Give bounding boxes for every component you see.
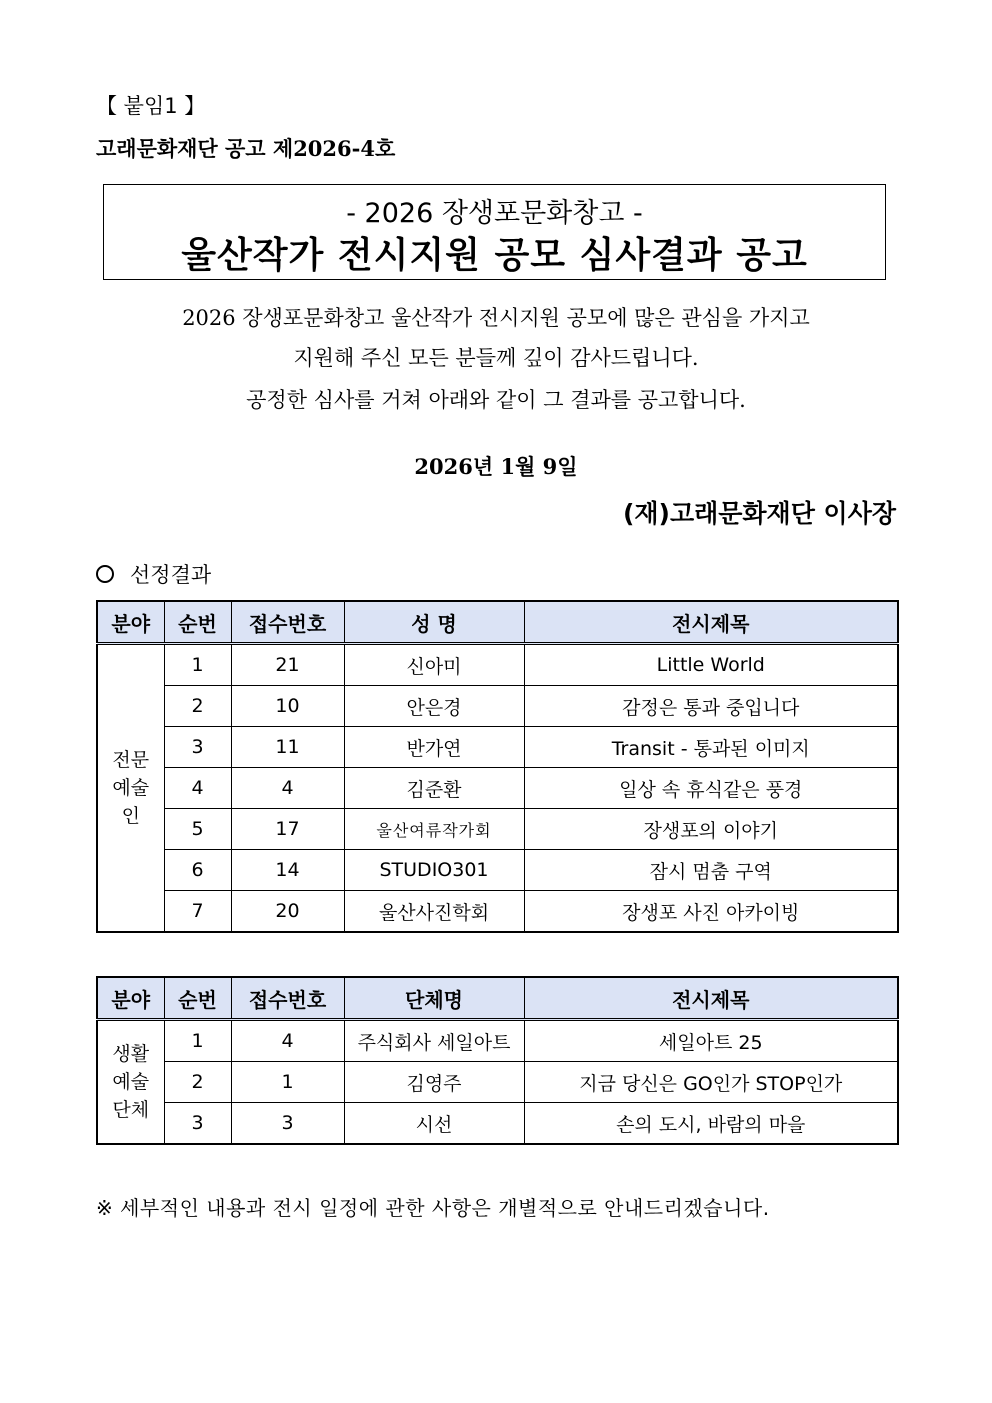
title-cell: Transit - 통과된 이미지 [524,727,898,768]
header-order: 순번 [164,601,231,644]
table-header-row [97,977,898,1020]
title-cell: 장생포의 이야기 [524,809,898,850]
order-cell: 6 [164,850,231,891]
title-box [103,184,886,280]
order-cell: 2 [164,686,231,727]
receipt-no-cell: 20 [231,891,344,933]
header-exhibition-title: 전시제목 [524,601,898,644]
table-row [97,727,898,768]
group-name-cell: 김영주 [344,1062,524,1103]
title-cell: 잠시 멈춤 구역 [524,850,898,891]
page-title: 울산작가 전시지원 공모 심사결과 공고 [181,235,808,276]
table-row [97,1020,898,1062]
header-category: 분야 [97,601,164,644]
section-title: 선정결과 [130,563,212,587]
header-order: 순번 [164,977,231,1020]
table-row [97,1103,898,1145]
category-line: 단체 [112,1099,150,1121]
category-line: 생활 [112,1043,150,1065]
receipt-no-cell: 21 [231,644,344,686]
table-row [97,686,898,727]
receipt-no-cell: 10 [231,686,344,727]
table-header-row [97,601,898,644]
notice-number: 고래문화재단 공고 제2026-4호 [96,136,396,161]
name-cell: 김준환 [344,768,524,809]
circle-bullet-icon [96,565,114,583]
intro-line-1: 2026 장생포문화창고 울산작가 전시지원 공모에 많은 관심을 가지고 [182,306,810,330]
footnote: ※ 세부적인 내용과 전시 일정에 관한 사항은 개별적으로 안내드리겠습니다. [96,1196,770,1220]
attachment-label: 【 붙임1 】 [96,94,206,118]
name-cell: 울산여류작가회 [344,809,524,850]
name-cell: 반가연 [344,727,524,768]
order-cell: 1 [164,644,231,686]
category-cell [97,644,164,933]
results-table-amateur [96,976,899,1145]
results-table-professional [96,600,899,933]
receipt-no-cell: 1 [231,1062,344,1103]
header-group-name: 단체명 [344,977,524,1020]
category-line: 예술 [112,1071,150,1093]
receipt-no-cell: 14 [231,850,344,891]
order-cell: 4 [164,768,231,809]
title-cell: 감정은 통과 중입니다 [524,686,898,727]
name-cell: STUDIO301 [344,850,524,891]
category-line: 예술 [112,777,150,799]
group-name-cell: 주식회사 세일아트 [344,1020,524,1062]
notice-date: 2026년 1월 9일 [414,454,578,479]
order-cell: 2 [164,1062,231,1103]
name-cell: 안은경 [344,686,524,727]
order-cell: 3 [164,727,231,768]
order-cell: 3 [164,1103,231,1145]
title-subtitle: - 2026 장생포문화창고 - [346,198,643,229]
order-cell: 1 [164,1020,231,1062]
category-line: 전문 [112,749,150,771]
table-row [97,644,898,686]
header-receipt-no: 접수번호 [231,977,344,1020]
header-receipt-no: 접수번호 [231,601,344,644]
table-row [97,1062,898,1103]
intro-line-3: 공정한 심사를 거쳐 아래와 같이 그 결과를 공고합니다. [246,388,746,412]
title-cell: Little World [524,644,898,686]
order-cell: 7 [164,891,231,933]
category-cell [97,1020,164,1145]
table-row [97,850,898,891]
title-cell: 일상 속 휴식같은 풍경 [524,768,898,809]
name-cell: 울산사진학회 [344,891,524,933]
intro-line-2: 지원해 주신 모든 분들께 깊이 감사드립니다. [293,346,699,370]
receipt-no-cell: 17 [231,809,344,850]
receipt-no-cell: 11 [231,727,344,768]
title-cell: 세일아트 25 [524,1020,898,1062]
receipt-no-cell: 4 [231,768,344,809]
header-name: 성 명 [344,601,524,644]
issuer: (재)고래문화재단 이사장 [622,499,896,528]
category-line: 인 [121,805,140,827]
header-exhibition-title: 전시제목 [524,977,898,1020]
group-name-cell: 시선 [344,1103,524,1145]
table-row [97,768,898,809]
table-row [97,891,898,933]
header-category: 분야 [97,977,164,1020]
title-cell: 손의 도시, 바람의 마을 [524,1103,898,1145]
name-cell: 신아미 [344,644,524,686]
title-cell: 장생포 사진 아카이빙 [524,891,898,933]
receipt-no-cell: 3 [231,1103,344,1145]
table-row [97,809,898,850]
receipt-no-cell: 4 [231,1020,344,1062]
title-cell: 지금 당신은 GO인가 STOP인가 [524,1062,898,1103]
section-heading [96,559,211,589]
order-cell: 5 [164,809,231,850]
